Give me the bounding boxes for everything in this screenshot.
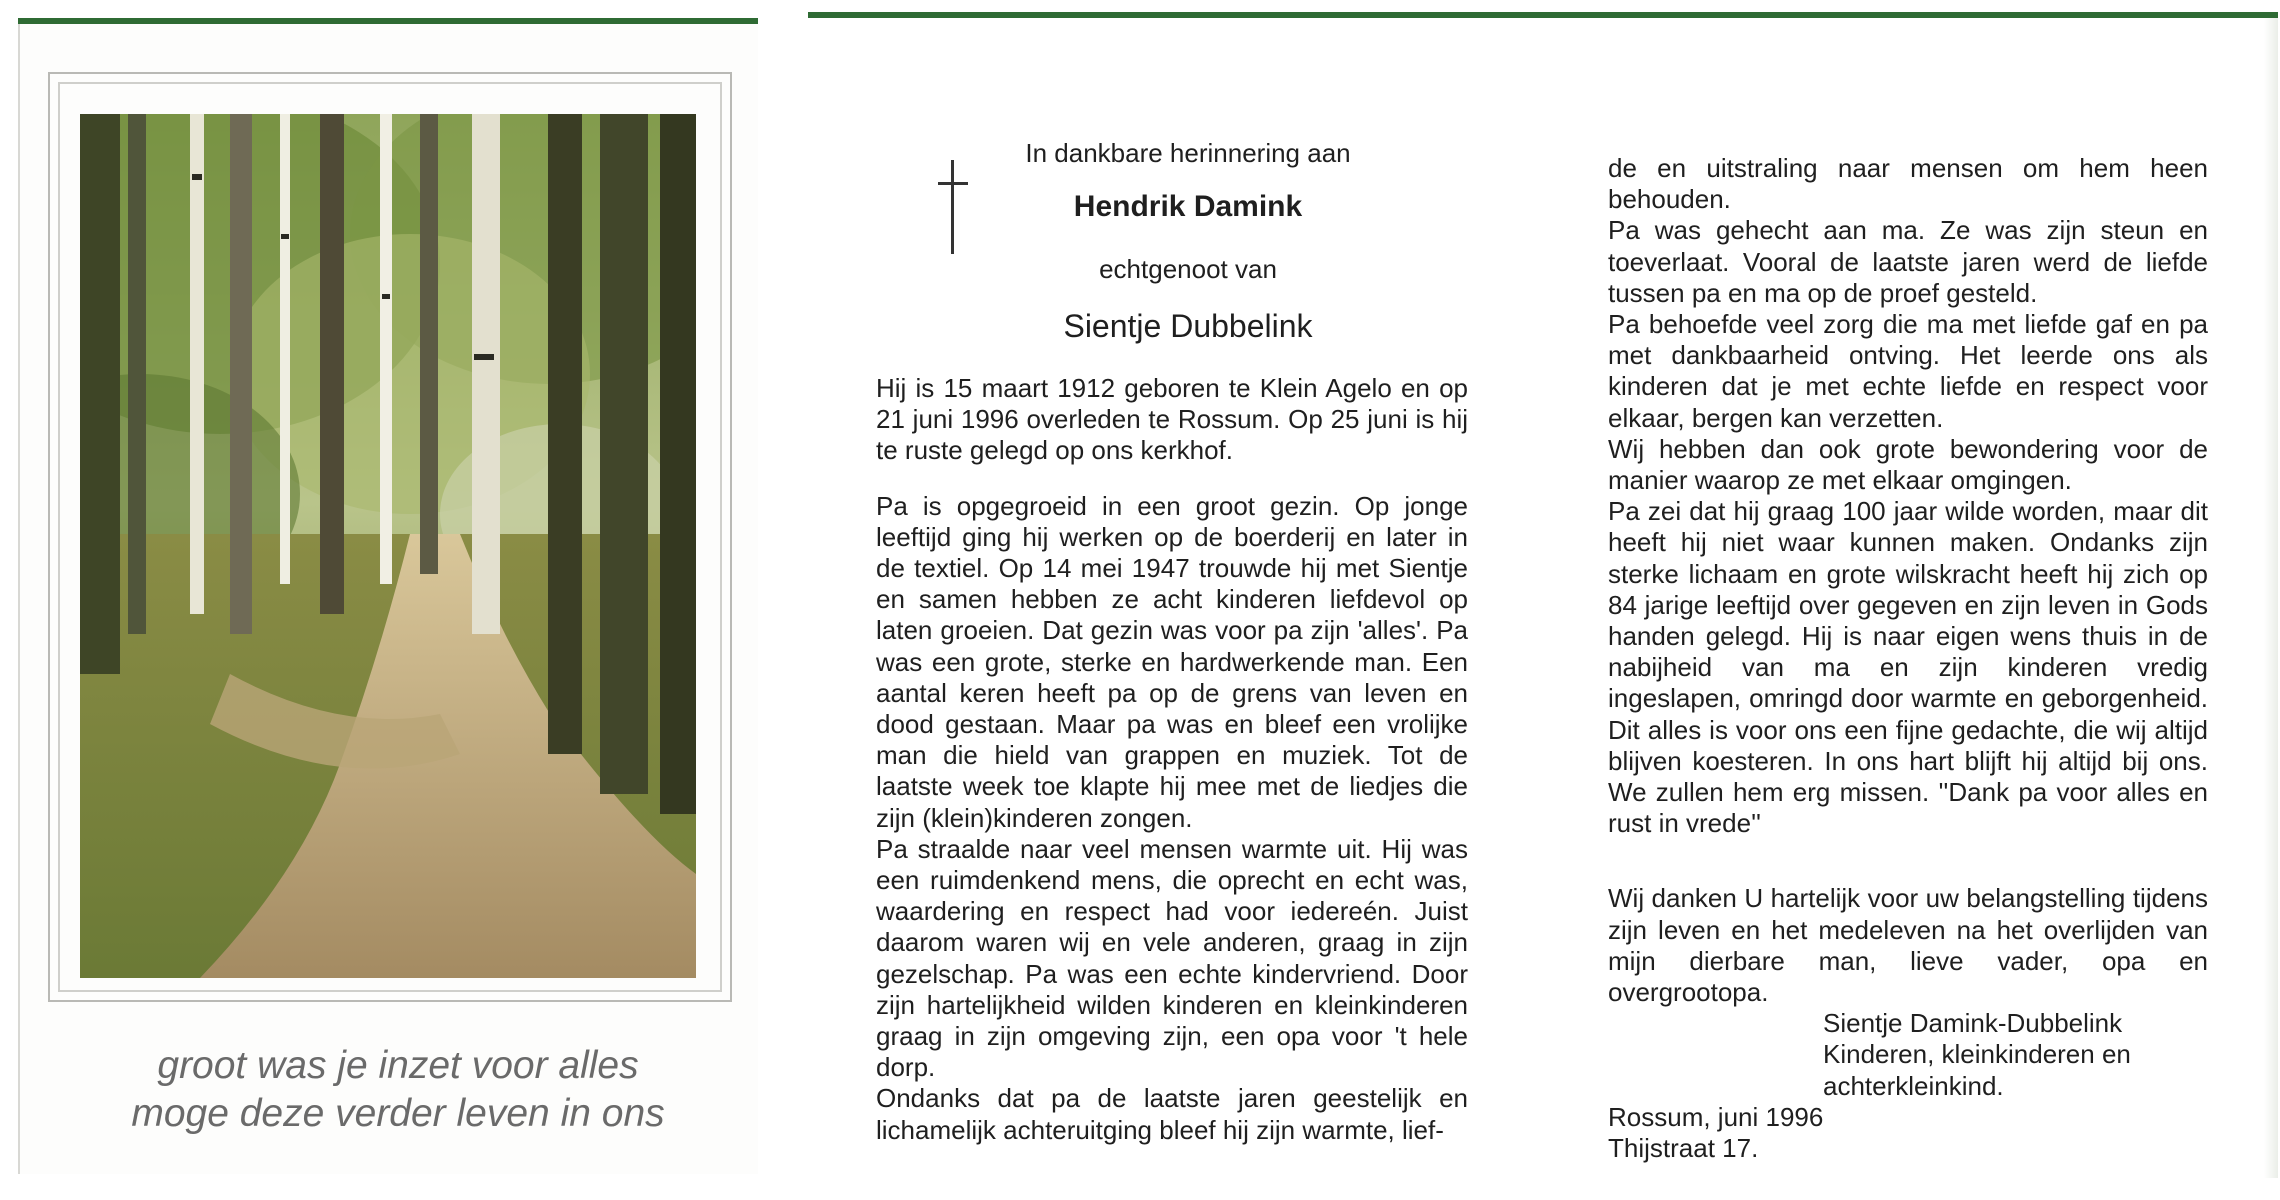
deceased-name: Hendrik Damink bbox=[1073, 190, 1303, 223]
memorial-text-card bbox=[808, 12, 2278, 1178]
birth-death-paragraph: Hij is 15 maart 1912 geboren te Klein Agelo en op 21 juni 1996 overleden te Rossum. Op 25 juni is hij te ruste gelegd op ons kerkhof. bbox=[876, 373, 1468, 466]
signature-line: Kinderen, kleinkinderen en bbox=[1823, 1039, 2131, 1070]
spouse-relation: echtgenoot van bbox=[1099, 254, 1277, 284]
biography-paragraph: Pa behoefde veel zorg die ma met liefde gaf en pa met dankbaarheid ontving. Het leerde ons als kinderen dat je met echte liefde en respect voor elkaar, bergen kan verzetten. bbox=[1608, 309, 2208, 433]
spouse-name: Sientje Dubbelink bbox=[1063, 308, 1313, 344]
verse-line: groot was je inzet voor alles bbox=[157, 1044, 639, 1087]
text-column-right bbox=[1608, 153, 2208, 1164]
thanks-paragraph: Wij danken U hartelijk voor uw belangstelling tijdens zijn leven en het medeleven na het overlijden van mijn dierbare man, lieve vader, opa en overgrootopa. bbox=[1608, 883, 2208, 1008]
text-column-left bbox=[876, 373, 1468, 1146]
biography-paragraph: Ondanks dat pa de laatste jaren geestelijk en lichamelijk achteruitging bleef hij zijn warmte, lief- bbox=[876, 1083, 1468, 1145]
biography-paragraph: Pa is opgegroeid in een groot gezin. Op jonge leeftijd ging hij werken op de boerderij en later in de textiel. Op 14 mei 1947 trouwde hij met Sientje en samen hebben ze acht kinderen liefdevol op laten groeien. Dat gezin was voor pa zijn 'alles'. Pa was een grote, sterke en hardwerkende man. Een aantal keren heeft pa op de grens van leven en dood gestaan. Maar pa was en bleef een vrolijke man die hield van grappen en muziek. Tot de laatste week toe klapte hij mee met de liedjes die zijn (klein)kinderen zongen. bbox=[876, 490, 1468, 833]
signature-block bbox=[1823, 1008, 2208, 1102]
signature-line: achterkleinkind. bbox=[1823, 1070, 2004, 1101]
heading-intro: In dankbare herinnering aan bbox=[1025, 138, 1351, 168]
place-date: Rossum, juni 1996 bbox=[1608, 1101, 1824, 1132]
biography-paragraph: Pa straalde naar veel mensen warmte uit. Hij was een ruimdenkend mens, die oprecht en echt was, waardering en respect had voor iedereén. Juist daarom waren wij en vele anderen, graag in zijn gezelschap. Pa was een echte kindervriend. Door zijn hartelijkheid wilden kinderen en kleinkinderen graag in zijn omgeving zijn, een opa voor 't hele dorp. bbox=[876, 833, 1468, 1083]
signature-line: Sientje Damink-Dubbelink bbox=[1823, 1008, 2123, 1039]
card-edge-shadow bbox=[2264, 18, 2278, 1178]
biography-paragraph: Pa was gehecht aan ma. Ze was zijn steun en toeverlaat. Vooral de laatste jaren werd de liefde tussen pa en ma op de proef gesteld. bbox=[1608, 215, 2208, 308]
biography-paragraph: Pa zei dat hij graag 100 jaar wilde worden, maar dit heeft hij niet waar kunnen maken. Ondanks zijn sterke lichaam en grote wilskracht heeft hij zich op 84 jarige leeftijd over gegeven en zijn leven in Gods handen gelegd. Hij is naar eigen wens thuis in de nabijheid van ma en zijn kinderen vredig ingeslapen, omringd door warmte en geborgenheid. Dit alles is voor ons een fijne gedachte, die wij altijd blijven koesteren. In ons hart blijft hij altijd bij ons. We zullen hem erg missen. ''Dank pa voor alles en rust in vrede'' bbox=[1608, 496, 2208, 839]
forest-path-photo bbox=[80, 114, 696, 978]
verse-line: moge deze verder leven in ons bbox=[131, 1092, 665, 1135]
front-card bbox=[18, 18, 758, 1174]
memorial-verse bbox=[58, 1042, 738, 1138]
address: Thijstraat 17. bbox=[1608, 1133, 1759, 1164]
biography-paragraph: Wij hebben dan ook grote bewondering voor de manier waarop ze met elkaar omgingen. bbox=[1608, 433, 2208, 496]
biography-paragraph: de en uitstraling naar mensen om hem heen behouden. bbox=[1608, 153, 2208, 215]
